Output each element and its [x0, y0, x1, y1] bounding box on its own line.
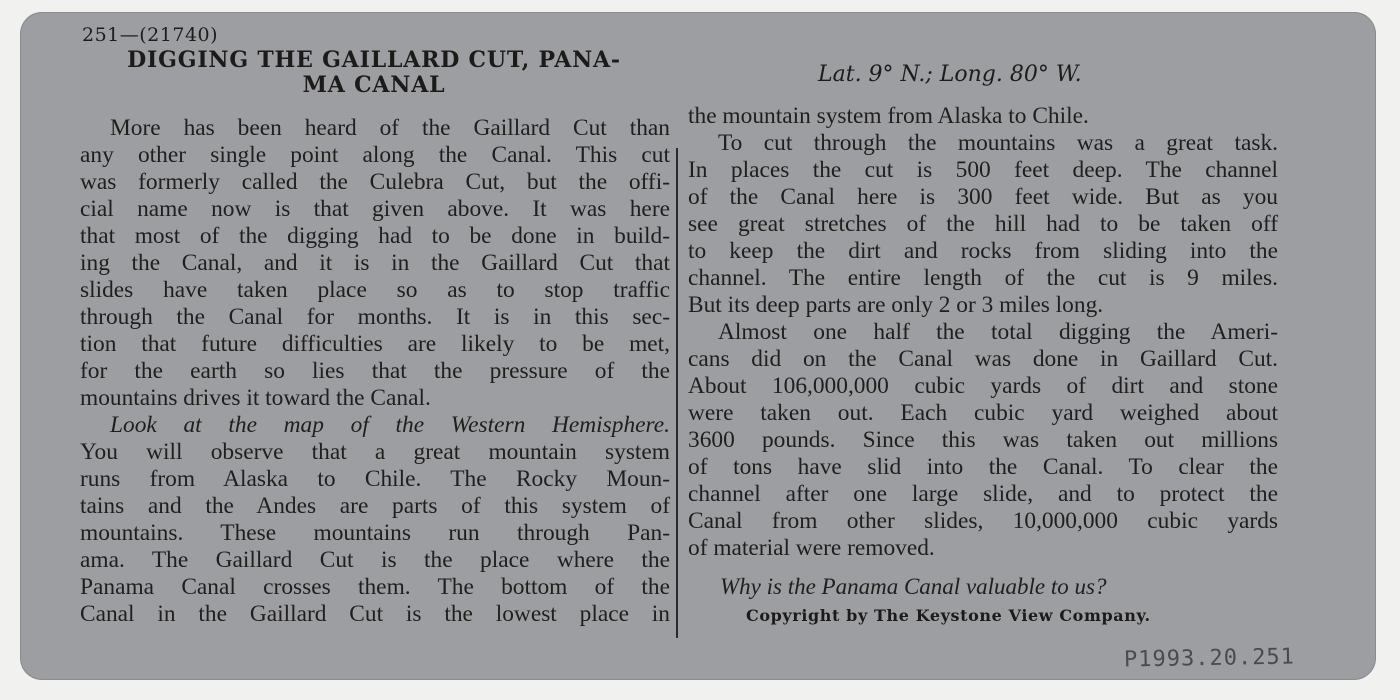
- text-line: for the earth so lies that the pressure of the: [80, 358, 670, 384]
- text-line: ing the Canal, and it is in the Gaillard Cut that: [80, 250, 670, 276]
- text-line: that most of the digging had to be done in build-: [80, 223, 670, 249]
- study-question: Why is the Panama Canal valuable to us?: [720, 574, 1107, 599]
- card-title: [84, 48, 664, 98]
- text-line: tains and the Andes are parts of this system of: [80, 493, 670, 519]
- text-line: the mountain system from Alaska to Chile.: [688, 103, 1089, 129]
- text-line: mountains drives it toward the Canal.: [80, 385, 431, 411]
- text-line: channel after one large slide, and to protect the: [688, 481, 1278, 507]
- copyright-notice: Copyright by The Keystone View Company.: [746, 606, 1151, 625]
- card-title-line-2: MA CANAL: [302, 72, 446, 98]
- text-line: More has been heard of the Gaillard Cut than: [110, 115, 670, 141]
- text-line: Almost one half the total digging the Ameri-: [718, 319, 1278, 345]
- text-line: of material were removed.: [688, 535, 935, 561]
- text-line: tion that future difficulties are likely to be met,: [80, 331, 670, 357]
- text-line: In places the cut is 500 feet deep. The channel: [688, 157, 1278, 183]
- text-line: But its deep parts are only 2 or 3 miles long.: [688, 292, 1104, 318]
- card-title-line-1: DIGGING THE GAILLARD CUT, PANA-: [127, 47, 621, 73]
- text-line: You will observe that a great mountain system: [80, 439, 670, 465]
- text-line: of the Canal here is 300 feet wide. But as you: [688, 184, 1278, 210]
- text-line: ama. The Gaillard Cut is the place where the: [80, 547, 670, 573]
- catalog-number: 251—(21740): [82, 24, 219, 46]
- text-line: About 106,000,000 cubic yards of dirt and stone: [688, 373, 1278, 399]
- accession-number: P1993.20.251: [1123, 644, 1296, 673]
- text-line: through the Canal for months. It is in this sec-: [80, 304, 670, 330]
- text-line: was formerly called the Culebra Cut, but the offi-: [80, 169, 670, 195]
- text-line: Canal from other slides, 10,000,000 cubic yards: [688, 508, 1278, 534]
- text-line: runs from Alaska to Chile. The Rocky Moun-: [80, 466, 670, 492]
- left-text-column: [80, 115, 670, 628]
- text-line: channel. The entire length of the cut is 9 miles.: [688, 265, 1278, 291]
- text-line: to keep the dirt and rocks from sliding into the: [688, 238, 1278, 264]
- text-line: see great stretches of the hill had to be taken off: [688, 211, 1278, 237]
- text-line: of tons have slid into the Canal. To clear the: [688, 454, 1278, 480]
- text-line: cans did on the Canal was done in Gaillard Cut.: [688, 346, 1278, 372]
- text-line: were taken out. Each cubic yard weighed about: [688, 400, 1278, 426]
- right-text-column: [688, 103, 1278, 562]
- text-line: slides have taken place so as to stop traffic: [80, 277, 670, 303]
- text-line: To cut through the mountains was a great task.: [718, 130, 1278, 156]
- text-line: Panama Canal crosses them. The bottom of the: [80, 574, 670, 600]
- column-divider: [676, 148, 678, 638]
- text-line: mountains. These mountains run through Pan-: [80, 520, 670, 546]
- text-line: any other single point along the Canal. This cut: [80, 142, 670, 168]
- text-line-italic: Look at the map of the Western Hemisphere.: [110, 412, 670, 438]
- text-line: cial name now is that given above. It was here: [80, 196, 670, 222]
- coordinates: Lat. 9° N.; Long. 80° W.: [818, 62, 1082, 87]
- text-line: 3600 pounds. Since this was taken out millions: [688, 427, 1278, 453]
- text-line: Canal in the Gaillard Cut is the lowest place in: [80, 601, 670, 627]
